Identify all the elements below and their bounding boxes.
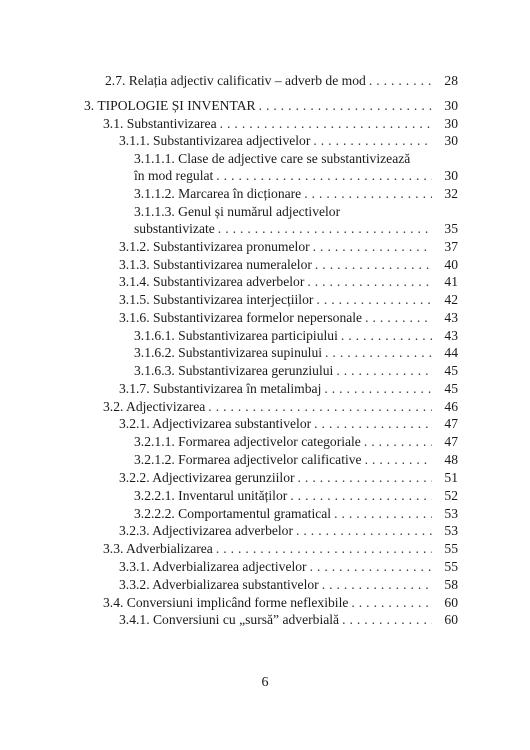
toc-entry-title: 3.4. Conversiuni implicând forme neflexibile	[103, 595, 349, 610]
toc-entry	[134, 327, 458, 344]
toc-entry-title: în mod regulat	[134, 168, 214, 183]
toc-entry	[134, 203, 458, 237]
toc-entry-page: 30	[444, 98, 458, 113]
toc-entry-page: 55	[444, 541, 458, 556]
toc-entry-title: 3.1.2. Substantivizarea pronumelor	[119, 239, 310, 254]
toc-entry-page: 55	[444, 559, 458, 574]
toc-entry-title: 3.1.4. Substantivizarea adverbelor	[119, 274, 305, 289]
toc-entry	[134, 362, 458, 379]
toc-entry-page: 58	[444, 577, 458, 592]
toc-entry	[119, 558, 458, 575]
toc-entry	[119, 273, 458, 290]
toc-entry	[134, 150, 458, 184]
toc-entry-page: 45	[444, 381, 458, 396]
toc-entry-title: 3.2.1.2. Formarea adjectivelor calificative	[134, 452, 362, 467]
toc-entry-page: 30	[444, 168, 458, 183]
toc-entry-page: 30	[444, 133, 458, 148]
toc-entry-page: 47	[444, 434, 458, 449]
toc-entry	[119, 415, 458, 432]
toc-entry-title: 3.3.1. Adverbializarea adjectivelor	[119, 559, 307, 574]
toc-entry-title: 3.2.2.2. Comportamentul gramatical	[134, 506, 332, 521]
toc-entry-title: 3.2.2.1. Inventarul unităților	[134, 488, 288, 503]
toc-entry	[119, 380, 458, 397]
toc-entry-page: 48	[444, 452, 458, 467]
toc-entry-page: 35	[444, 221, 458, 236]
toc-entry	[119, 132, 458, 149]
toc-entry-title-line1: 3.1.1.1. Clase de adjective care se substantivizează	[134, 151, 411, 166]
toc-entry-title: 3.4.1. Conversiuni cu „sursă” adverbială	[119, 612, 340, 627]
toc-entry-title: 3.2.1.1. Formarea adjectivelor categoriale	[134, 434, 361, 449]
toc-entry	[105, 72, 458, 89]
toc-entry	[103, 398, 458, 415]
toc-entry-title: 3.3. Adverbializarea	[103, 541, 213, 556]
toc-entry-title: 3.2.2. Adjectivizarea gerunziilor	[119, 470, 295, 485]
toc-entry	[119, 256, 458, 273]
toc-entry-title: 3.2.3. Adjectivizarea adverbelor	[119, 523, 293, 538]
toc-entry-title: 3.3.2. Adverbializarea substantivelor	[119, 577, 319, 592]
toc-entry-title: 3.1.1.2. Marcarea în dicționare	[134, 186, 302, 201]
toc-entry-page: 52	[444, 488, 458, 503]
toc-entry	[119, 522, 458, 539]
toc-entry-page: 46	[444, 399, 458, 414]
toc-entry	[119, 469, 458, 486]
toc-entry	[134, 505, 458, 522]
toc-entry-page: 32	[444, 186, 458, 201]
toc-entry-page: 30	[444, 116, 458, 131]
toc-entry	[119, 309, 458, 326]
toc-entry-title: 2.7. Relația adjectiv calificativ – adverb de mod	[105, 73, 366, 88]
toc-entry-title: substantivizate	[134, 221, 215, 236]
toc-entry-page: 28	[444, 73, 458, 88]
toc-entry	[103, 115, 458, 132]
toc-entry	[119, 238, 458, 255]
toc-entry-page: 51	[444, 470, 458, 485]
toc-entry-title: 3.2.1. Adjectivizarea substantivelor	[119, 416, 312, 431]
toc-entry-page: 43	[444, 310, 458, 325]
toc-entry	[119, 576, 458, 593]
toc-entry-page: 45	[444, 363, 458, 378]
toc-entry	[134, 433, 458, 450]
toc-entry-page: 43	[444, 328, 458, 343]
toc-entry-page: 41	[444, 274, 458, 289]
toc-entry	[84, 97, 458, 114]
toc-entry-page: 60	[444, 595, 458, 610]
toc-entry-title: 3.1.6.1. Substantivizarea participiului	[134, 328, 338, 343]
toc-entry-title: 3.2. Adjectivizarea	[103, 399, 206, 414]
toc-entry-page: 40	[444, 257, 458, 272]
toc-entry-page: 53	[444, 506, 458, 521]
toc-entry-title: 3.1.5. Substantivizarea interjecțiilor	[119, 292, 314, 307]
toc-entry-title: 3.1.6.3. Substantivizarea gerunziului	[134, 363, 334, 378]
toc-entry-title: 3.1.7. Substantivizarea în metalimbaj	[119, 381, 322, 396]
toc-entry	[134, 451, 458, 468]
toc-entry-title: 3.1. Substantivizarea	[103, 116, 217, 131]
toc-entry-title-line1: 3.1.1.3. Genul și numărul adjectivelor	[134, 204, 341, 219]
toc-entry-page: 44	[444, 345, 458, 360]
toc-entry-page: 47	[444, 416, 458, 431]
toc-entry-page: 53	[444, 523, 458, 538]
toc-entry	[103, 540, 458, 557]
toc-entry-title: 3.1.1. Substantivizarea adjectivelor	[119, 133, 311, 148]
toc-entry-title: 3.1.6. Substantivizarea formelor nepersonale	[119, 310, 363, 325]
toc-entry	[134, 487, 458, 504]
toc-entry	[103, 594, 458, 611]
toc-entry-title: 3.1.6.2. Substantivizarea supinului	[134, 345, 323, 360]
toc-entry-page: 42	[444, 292, 458, 307]
toc-entry	[119, 611, 458, 628]
page-number: 6	[261, 675, 269, 690]
toc-entry-page: 37	[444, 239, 458, 254]
toc-entry	[134, 185, 458, 202]
toc-entry-title: 3.1.3. Substantivizarea numeralelor	[119, 257, 312, 272]
toc-entry-page: 60	[444, 612, 458, 627]
toc-entry	[119, 291, 458, 308]
toc-entry	[134, 344, 458, 361]
toc-entry-title: 3. TIPOLOGIE ȘI INVENTAR	[84, 98, 256, 113]
